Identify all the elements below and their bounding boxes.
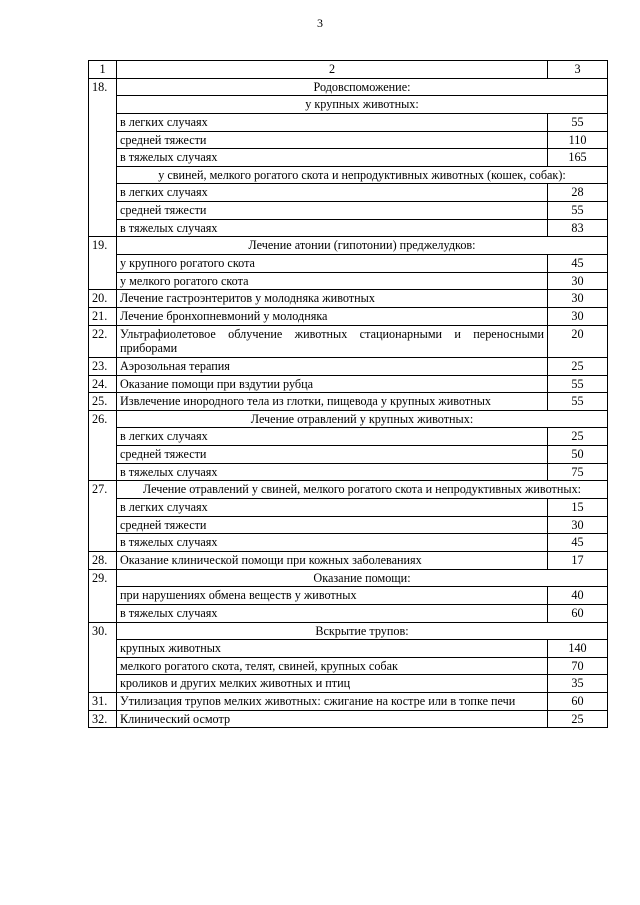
price-value: 30 — [548, 307, 608, 325]
table-row — [89, 516, 608, 534]
table-row — [89, 113, 608, 131]
table-row — [89, 272, 608, 290]
service-name: Ультрафиолетовое облучение животных стационарными и переносными приборами — [117, 325, 548, 357]
service-name: мелкого рогатого скота, телят, свиней, крупных собак — [117, 657, 548, 675]
service-name: в легких случаях — [117, 184, 548, 202]
price-table — [88, 60, 608, 728]
price-value: 55 — [548, 375, 608, 393]
row-number: 31. — [89, 693, 117, 711]
price-value: 17 — [548, 551, 608, 569]
table-row — [89, 463, 608, 481]
price-value: 110 — [548, 131, 608, 149]
table-row — [89, 325, 608, 357]
price-value: 30 — [548, 272, 608, 290]
row-number: 26. — [89, 410, 117, 481]
service-name: в тяжелых случаях — [117, 149, 548, 167]
service-name: у крупного рогатого скота — [117, 255, 548, 273]
table-row — [89, 710, 608, 728]
table-row — [89, 149, 608, 167]
row-number: 24. — [89, 375, 117, 393]
section-heading: Лечение отравлений у крупных животных: — [117, 410, 608, 428]
row-number: 27. — [89, 481, 117, 552]
subsection-heading: у свиней, мелкого рогатого скота и непродуктивных животных (кошек, собак): — [117, 166, 608, 184]
table-row — [89, 375, 608, 393]
table-row — [89, 551, 608, 569]
price-value: 55 — [548, 393, 608, 411]
service-name: средней тяжести — [117, 131, 548, 149]
row-number: 29. — [89, 569, 117, 622]
price-value: 40 — [548, 587, 608, 605]
service-name: в тяжелых случаях — [117, 219, 548, 237]
table-row — [89, 657, 608, 675]
section-heading: Лечение атонии (гипотонии) преджелудков: — [117, 237, 608, 255]
table-row — [89, 166, 608, 184]
price-value: 35 — [548, 675, 608, 693]
price-value: 75 — [548, 463, 608, 481]
section-heading: Родовспоможение: — [117, 78, 608, 96]
service-name: в тяжелых случаях — [117, 604, 548, 622]
price-value: 25 — [548, 357, 608, 375]
service-name: в легких случаях — [117, 499, 548, 517]
price-value: 60 — [548, 604, 608, 622]
table-row — [89, 569, 608, 587]
price-value: 55 — [548, 113, 608, 131]
row-number: 19. — [89, 237, 117, 290]
row-number: 20. — [89, 290, 117, 308]
row-number: 30. — [89, 622, 117, 693]
table-row — [89, 410, 608, 428]
section-heading: Лечение отравлений у свиней, мелкого рогатого скота и непродуктивных животных: — [117, 481, 608, 499]
price-value: 165 — [548, 149, 608, 167]
header-col-3: 3 — [548, 61, 608, 79]
row-number: 28. — [89, 551, 117, 569]
table-row — [89, 237, 608, 255]
service-name: Лечение гастроэнтеритов у молодняка животных — [117, 290, 548, 308]
price-value: 30 — [548, 290, 608, 308]
service-name: кроликов и других мелких животных и птиц — [117, 675, 548, 693]
service-name: средней тяжести — [117, 202, 548, 220]
price-value: 83 — [548, 219, 608, 237]
service-name: Утилизация трупов мелких животных: сжигание на костре или в топке печи — [117, 693, 548, 711]
price-value: 20 — [548, 325, 608, 357]
row-number: 32. — [89, 710, 117, 728]
row-number: 18. — [89, 78, 117, 237]
section-heading: Вскрытие трупов: — [117, 622, 608, 640]
price-value: 45 — [548, 534, 608, 552]
page-number: 3 — [317, 16, 323, 30]
subsection-heading: у крупных животных: — [117, 96, 608, 114]
service-name: Оказание клинической помощи при кожных заболеваниях — [117, 551, 548, 569]
price-value: 60 — [548, 693, 608, 711]
table-row — [89, 393, 608, 411]
price-value: 28 — [548, 184, 608, 202]
table-row — [89, 534, 608, 552]
table-row — [89, 96, 608, 114]
table-header-row — [89, 61, 608, 79]
price-table-body — [89, 61, 608, 728]
service-name: у мелкого рогатого скота — [117, 272, 548, 290]
price-value: 15 — [548, 499, 608, 517]
table-row — [89, 587, 608, 605]
table-row — [89, 622, 608, 640]
table-row — [89, 202, 608, 220]
row-number: 23. — [89, 357, 117, 375]
price-value: 25 — [548, 710, 608, 728]
service-name: средней тяжести — [117, 446, 548, 464]
row-number: 22. — [89, 325, 117, 357]
price-value: 50 — [548, 446, 608, 464]
service-name: Лечение бронхопневмоний у молодняка — [117, 307, 548, 325]
price-value: 70 — [548, 657, 608, 675]
table-row — [89, 604, 608, 622]
service-name: при нарушениях обмена веществ у животных — [117, 587, 548, 605]
service-name: Оказание помощи при вздутии рубца — [117, 375, 548, 393]
price-value: 55 — [548, 202, 608, 220]
service-name: в легких случаях — [117, 113, 548, 131]
price-value: 25 — [548, 428, 608, 446]
service-name: Извлечение инородного тела из глотки, пищевода у крупных животных — [117, 393, 548, 411]
table-row — [89, 290, 608, 308]
row-number: 25. — [89, 393, 117, 411]
table-row — [89, 184, 608, 202]
header-col-1: 1 — [89, 61, 117, 79]
table-row — [89, 640, 608, 658]
table-row — [89, 428, 608, 446]
price-value: 30 — [548, 516, 608, 534]
table-row — [89, 481, 608, 499]
table-row — [89, 255, 608, 273]
service-name: в тяжелых случаях — [117, 534, 548, 552]
table-row — [89, 357, 608, 375]
service-name: в тяжелых случаях — [117, 463, 548, 481]
service-name: крупных животных — [117, 640, 548, 658]
service-name: в легких случаях — [117, 428, 548, 446]
section-heading: Оказание помощи: — [117, 569, 608, 587]
table-row — [89, 446, 608, 464]
table-row — [89, 131, 608, 149]
header-col-2: 2 — [117, 61, 548, 79]
table-row — [89, 675, 608, 693]
table-row — [89, 219, 608, 237]
price-value: 140 — [548, 640, 608, 658]
service-name: средней тяжести — [117, 516, 548, 534]
service-name: Аэрозольная терапия — [117, 357, 548, 375]
table-row — [89, 499, 608, 517]
table-row — [89, 78, 608, 96]
row-number: 21. — [89, 307, 117, 325]
table-row — [89, 693, 608, 711]
price-value: 45 — [548, 255, 608, 273]
table-row — [89, 307, 608, 325]
service-name: Клинический осмотр — [117, 710, 548, 728]
